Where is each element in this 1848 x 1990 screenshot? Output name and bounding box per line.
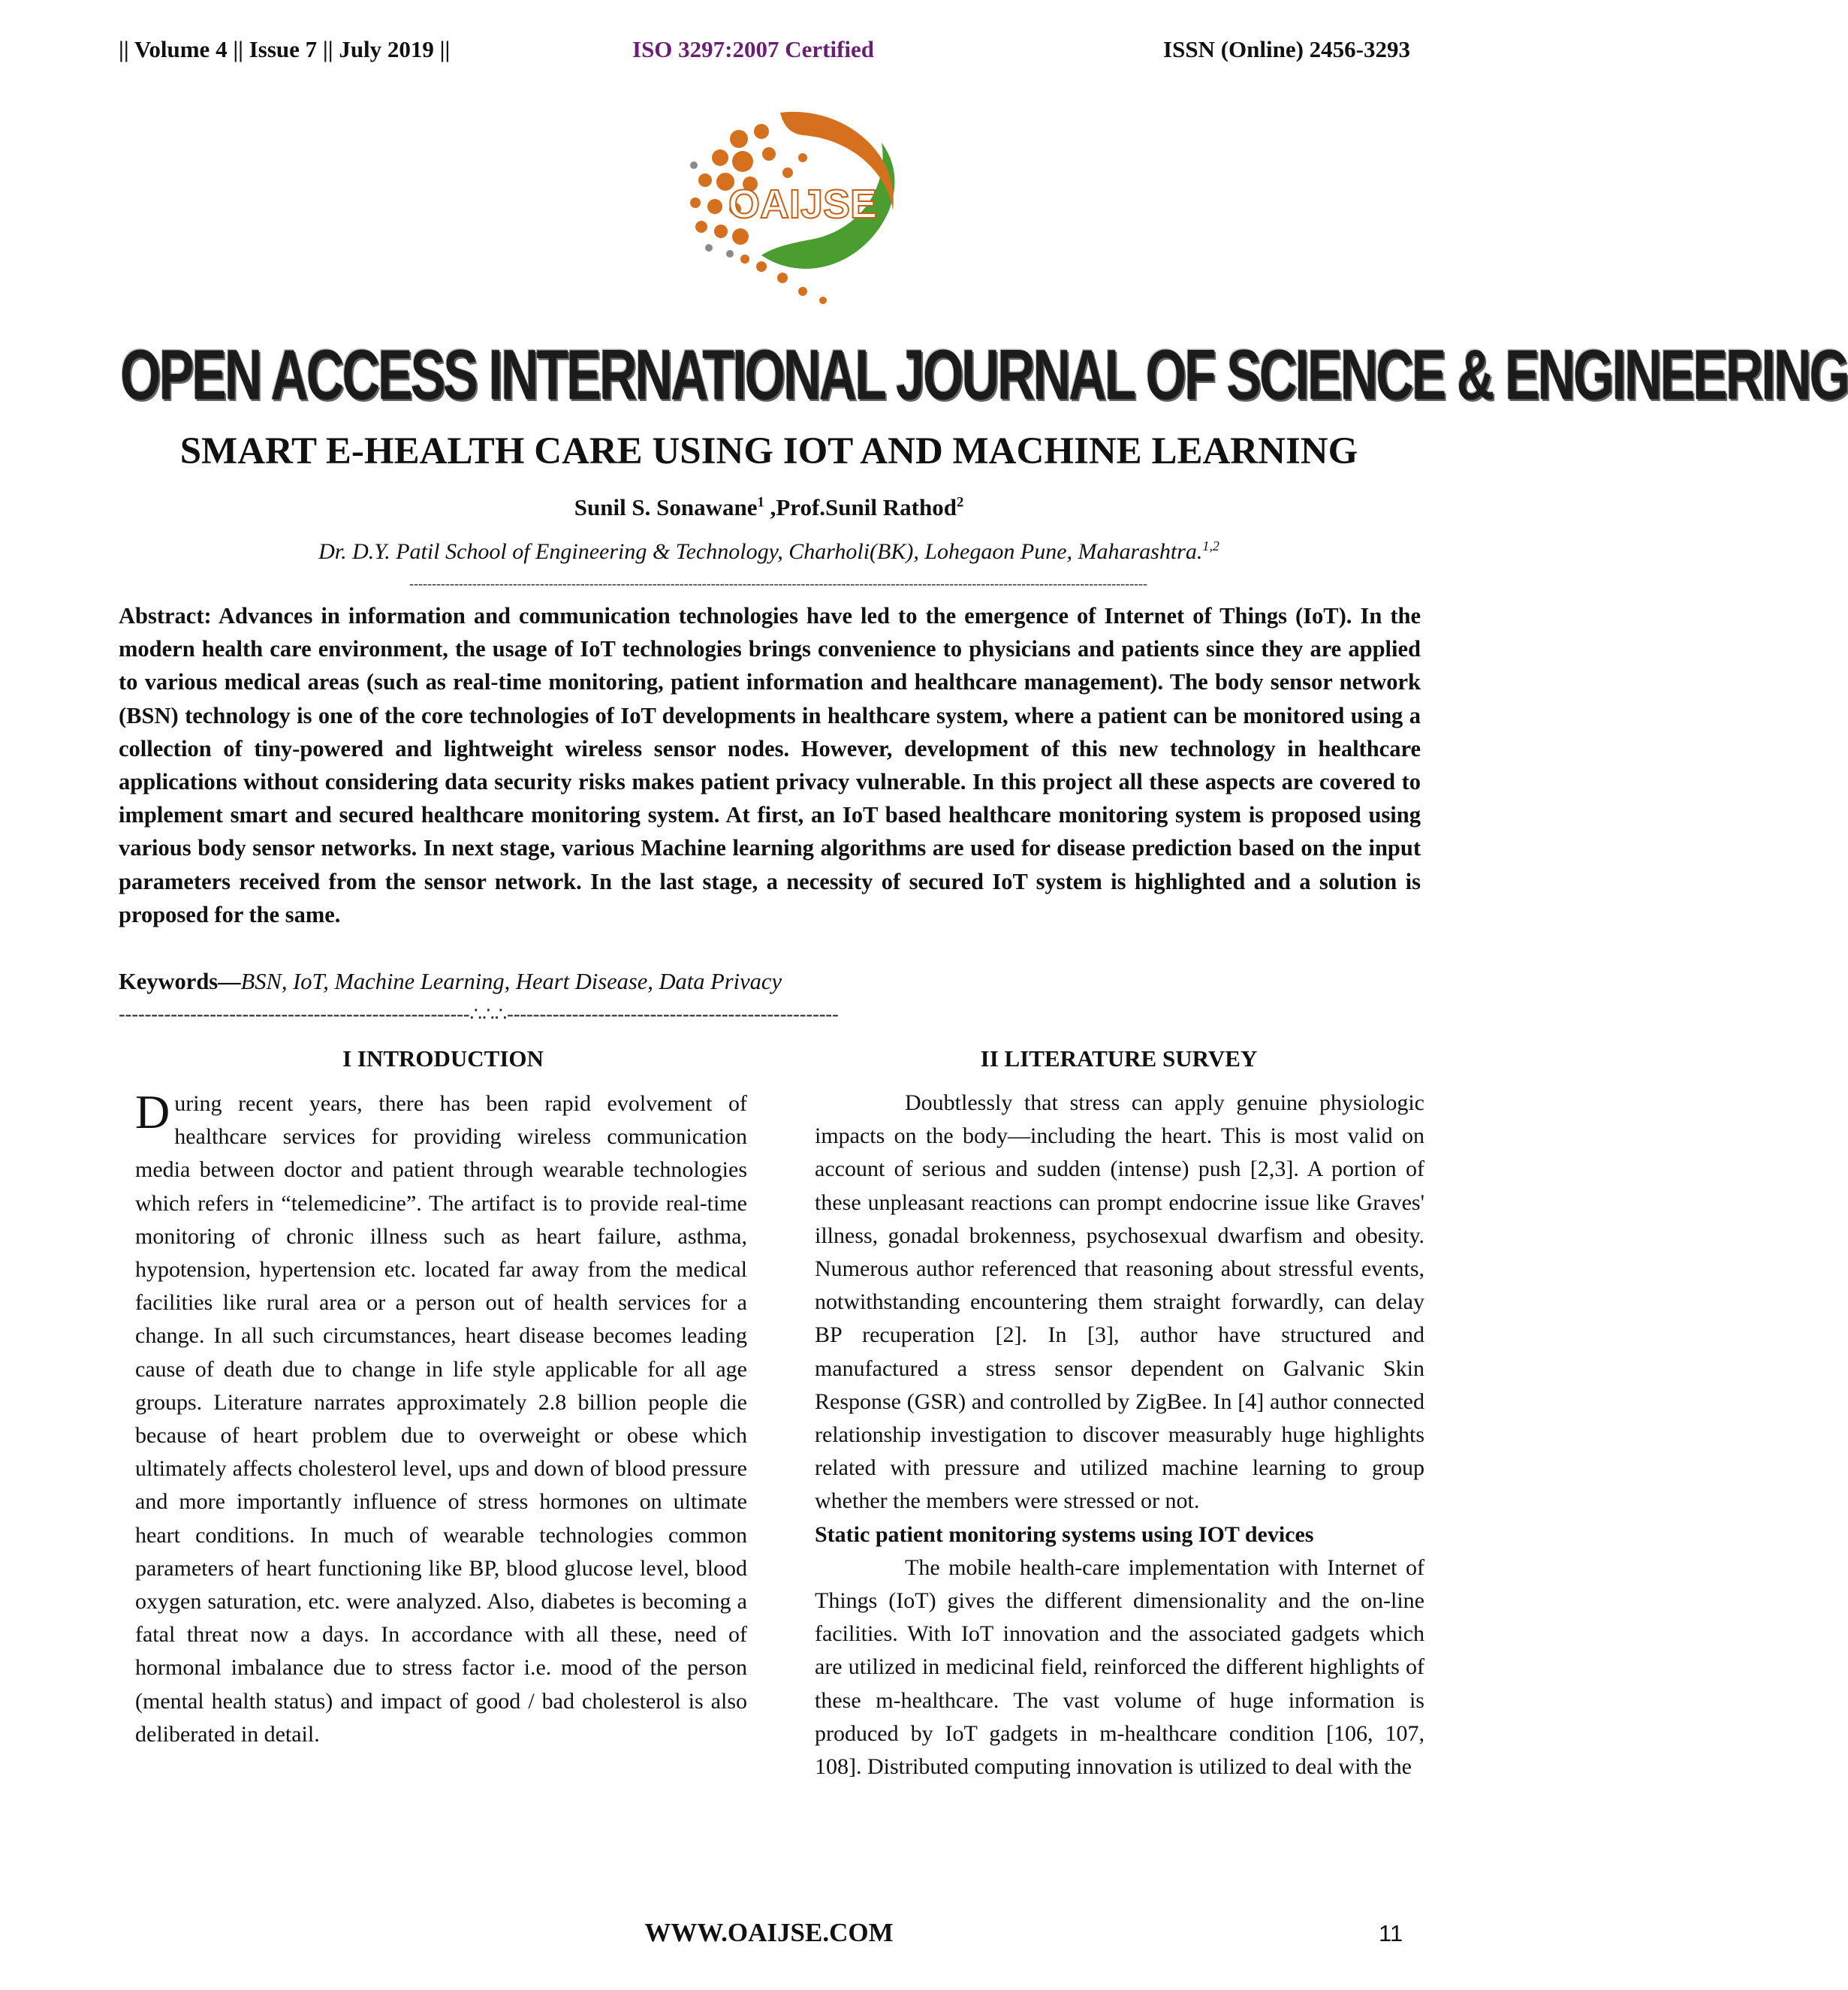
- section-heading-literature-survey: II LITERATURE SURVEY: [980, 1045, 1258, 1072]
- author-2-affil: 2: [956, 494, 964, 511]
- footer-website: WWW.OAIJSE.COM: [644, 1918, 894, 1947]
- author-affiliation: [75, 539, 1463, 565]
- literature-body: [815, 1087, 1424, 1783]
- author-1: Sunil S. Sonawane: [574, 494, 758, 520]
- page-number: 11: [1379, 1920, 1403, 1946]
- section-heading-introduction: I INTRODUCTION: [342, 1045, 544, 1072]
- header-issn: ISSN (Online) 2456-3293: [1163, 36, 1410, 62]
- keywords-label: Keywords—: [119, 969, 241, 994]
- header-iso-certification: ISO 3297:2007 Certified: [632, 36, 875, 62]
- journal-logo: [649, 98, 919, 323]
- journal-name: OPEN ACCESS INTERNATIONAL JOURNAL OF SCIENCE & ENGINEERING: [120, 335, 1848, 415]
- literature-paragraph-2: The mobile health-care implementation with Internet of Things (IoT) gives the different dimensionality and the on-line facilities. With IoT innovation and the associated gadgets which are utilized in medicinal field, reinforced the different highlights of these m-healthcare. The vast volume of huge information is produced by IoT gadgets in m-healthcare condition [106, 107, 108]. Distributed computing innovation is utilized to deal with the: [815, 1554, 1424, 1780]
- affiliation-marks: 1,2: [1202, 538, 1219, 553]
- subsection-heading-static-monitoring: Static patient monitoring systems using IOT devices: [815, 1521, 1314, 1547]
- drop-cap: D: [135, 1085, 170, 1138]
- literature-paragraph-1: Doubtlessly that stress can apply genuine physiologic impacts on the body—including the heart. This is most valid on account of serious and sudden (intense) push [2,3]. A portion of these unpleasant reactions can prompt endocrine issue like Graves' illness, gonadal brokenness, psychosexual dwarfism and obesity. Numerous author referenced that reasoning about stressful events, notwithstanding encountering them straight forwardly, can delay BP recuperation [2]. In [3], author have structured and manufactured a stress sensor dependent on Galvanic Skin Response (GSR) and controlled by ZigBee. In [4] author connected relationship investigation to discover measurably huge highlights related with pressure and utilized machine learning to group whether the members were stressed or not.: [815, 1090, 1424, 1514]
- abstract: Abstract: Advances in information and communication technologies have led to the emergence of Internet of Things (IoT). In the modern health care environment, the usage of IoT technologies brings convenience to physicians and patients since they are applied to various medical areas (such as real-time monitoring, patient information and healthcare management). The body sensor network (BSN) technology is one of the core technologies of IoT developments in healthcare system, where a patient can be monitored using a collection of tiny-powered and lightweight wireless sensor nodes. However, development of this new technology in healthcare applications without considering data security risks makes patient privacy vulnerable. In this project all these aspects are covered to implement smart and secured healthcare monitoring system. At first, an IoT based healthcare monitoring system is proposed using various body sensor networks. In next stage, various Machine learning algorithms are used for disease prediction based on the input parameters received from the sensor network. In the last stage, a necessity of secured IoT system is highlighted and a solution is proposed for the same.: [119, 603, 1421, 927]
- introduction-body: [135, 1087, 747, 1751]
- logo-graphic: [649, 98, 919, 323]
- logo-text: OAIJSE: [728, 182, 878, 227]
- separator-rule-top: --------------------------------------------------------------------------------------------------------------------------------------------------------------------: [409, 576, 1148, 591]
- author-1-affil: 1: [757, 494, 764, 511]
- keywords-text: BSN, IoT, Machine Learning, Heart Disease, Data Privacy: [240, 969, 782, 994]
- paper-title: SMART E-HEALTH CARE USING IOT AND MACHINE LEARNING: [179, 430, 1358, 472]
- author-2: ,Prof.Sunil Rathod: [764, 494, 957, 520]
- affiliation-text: Dr. D.Y. Patil School of Engineering & Technology, Charholi(BK), Lohegaon Pune, Maharashtra.: [318, 539, 1203, 564]
- header-volume-issue: || Volume 4 || Issue 7 || July 2019 ||: [119, 36, 451, 62]
- paper-authors: [75, 494, 1463, 521]
- keywords: [119, 965, 1421, 998]
- separator-rule-bottom: ------------------------------------------------------∴∴∴---------------------------------------------------: [119, 1003, 839, 1025]
- introduction-text: uring recent years, there has been rapid evolvement of healthcare services for providing wireless communication media between doctor and patient through wearable technologies which refers in “telemedicine”. The artifact is to provide real-time monitoring of chronic illness such as heart failure, asthma, hypotension, hypertension etc. located far away from the medical facilities like rural area or a person out of health services for a change. In all such circumstances, heart disease becomes leading cause of death due to change in life style applicable for all age groups. Literature narrates approximately 2.8 billion people die because of heart problem due to overweight or obese which ultimately affects cholesterol level, ups and down of blood pressure and more importantly influence of stress hormones on ultimate heart conditions. In much of wearable technologies common parameters of heart functioning like BP, blood glucose level, blood oxygen saturation, etc. were analyzed. Also, diabetes is becoming a fatal threat now a days. In accordance with all these, need of hormonal imbalance due to stress factor i.e. mood of the person (mental health status) and impact of good / bad cholesterol is also deliberated in detail.: [135, 1091, 747, 1747]
